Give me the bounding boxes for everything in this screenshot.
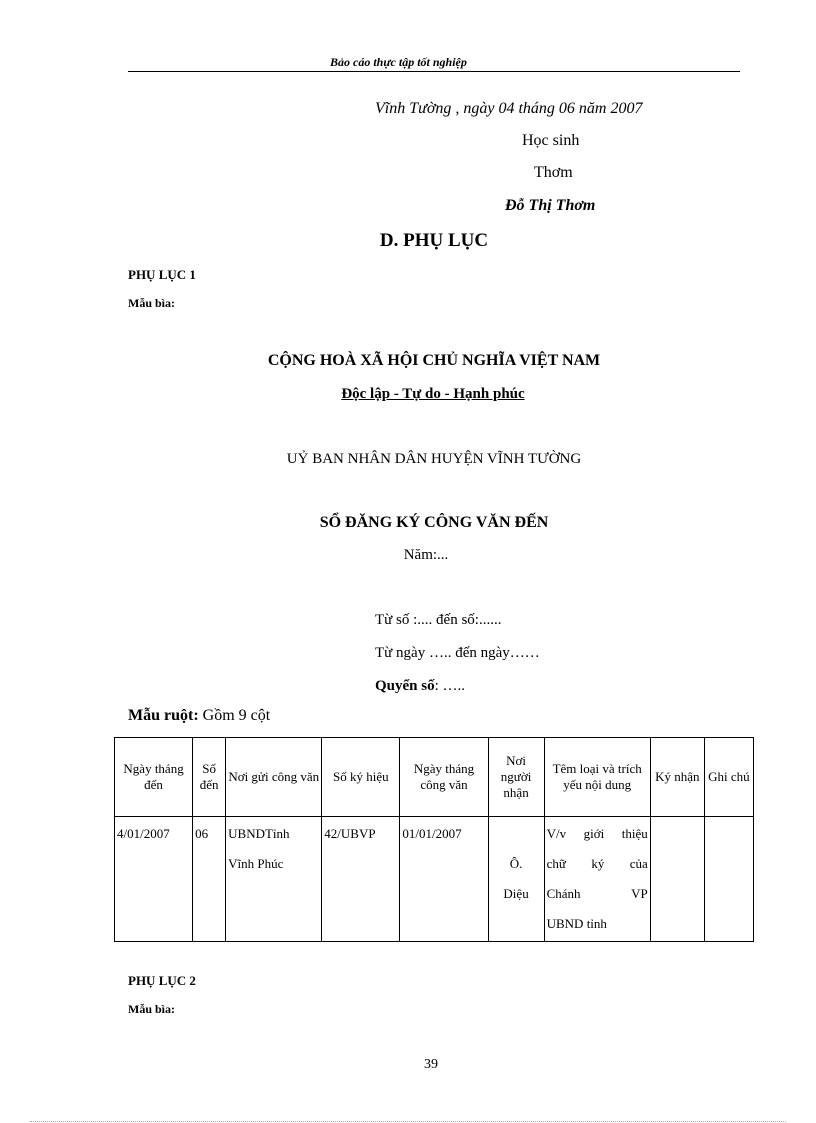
register-table	[114, 737, 754, 942]
cell-date-received: 4/01/2007	[115, 817, 193, 942]
header-rule	[128, 71, 740, 72]
col-header-summary: Têm loại và trích yếu nội dung	[544, 738, 650, 817]
col-header-date-received: Ngày tháng đến	[115, 738, 193, 817]
cell-sender-line: Vĩnh Phúc	[228, 856, 284, 871]
cell-summary-line: Chánh VP	[546, 886, 648, 901]
table-row	[115, 817, 754, 942]
running-header: Bảo cáo thực tập tốt nghiệp	[330, 55, 467, 69]
cell-summary-line: UBND tỉnh	[546, 916, 607, 931]
date-range: Từ ngày ….. đến ngày……	[375, 645, 540, 661]
cell-recipient-line: Diệu	[503, 886, 529, 901]
col-header-sender: Nơi gửi công văn	[226, 738, 322, 817]
signature-role: Học sinh	[522, 132, 580, 149]
signature-full-name: Đỗ Thị Thơm	[505, 197, 596, 214]
cell-sender-line: UBNDTỉnh	[228, 826, 290, 841]
appendix-1-cover-label: Mẫu bìa:	[128, 296, 176, 310]
cell-recipient-line: Ô.	[509, 856, 523, 871]
col-header-note: Ghi chú	[704, 738, 753, 817]
signature-short-name: Thơm	[534, 164, 573, 181]
inner-template	[128, 707, 270, 725]
col-header-recipient: Nơi người nhận	[488, 738, 544, 817]
motto	[0, 386, 816, 403]
cell-sender	[226, 817, 322, 942]
cell-note	[704, 817, 753, 942]
table-header-row	[115, 738, 754, 817]
book-year: Năm:...	[403, 547, 449, 563]
volume-value: : …..	[434, 678, 466, 694]
council-name: UỶ BAN NHÂN DÂN HUYỆN VĨNH TƯỜNG	[286, 451, 582, 467]
cell-doc-date: 01/01/2007	[400, 817, 488, 942]
cell-signature	[650, 817, 704, 942]
nation-heading: CỘNG HOÀ XÃ HỘI CHỦ NGHĨA VIỆT NAM	[267, 352, 601, 369]
cell-recipient	[488, 817, 544, 942]
cell-summary-line: V/v giới thiệu	[546, 826, 648, 841]
motto-text: Độc lập - Tự do - Hạnh phúc	[341, 386, 525, 402]
col-header-number: Số đến	[193, 738, 226, 817]
page-number: 39	[424, 1057, 438, 1072]
cell-summary-line: chữ ký của	[546, 856, 648, 871]
cell-number: 06	[193, 817, 226, 942]
col-header-signature: Ký nhận	[650, 738, 704, 817]
inner-template-value: Gồm 9 cột	[198, 707, 271, 724]
appendix-2-title: PHỤ LỤC 2	[128, 973, 196, 988]
col-header-symbol: Số ký hiệu	[322, 738, 400, 817]
page-bottom-rule	[30, 1121, 786, 1122]
volume-number	[375, 678, 465, 695]
col-header-doc-date: Ngày tháng công văn	[400, 738, 488, 817]
cell-symbol: 42/UBVP	[322, 817, 400, 942]
section-title: D. PHỤ LỤC	[379, 230, 489, 251]
appendix-2-cover-label: Mẫu bìa:	[128, 1002, 176, 1016]
book-title: SỔ ĐĂNG KÝ CÔNG VĂN ĐẾN	[319, 514, 549, 531]
cell-summary	[544, 817, 650, 942]
number-range: Từ số :.... đến số:......	[375, 612, 502, 628]
inner-template-label: Mẫu ruột:	[128, 707, 199, 724]
appendix-1-title: PHỤ LỤC 1	[128, 267, 196, 282]
volume-label: Quyển số	[375, 678, 435, 694]
signature-date: Vĩnh Tường , ngày 04 tháng 06 năm 2007	[375, 100, 643, 117]
